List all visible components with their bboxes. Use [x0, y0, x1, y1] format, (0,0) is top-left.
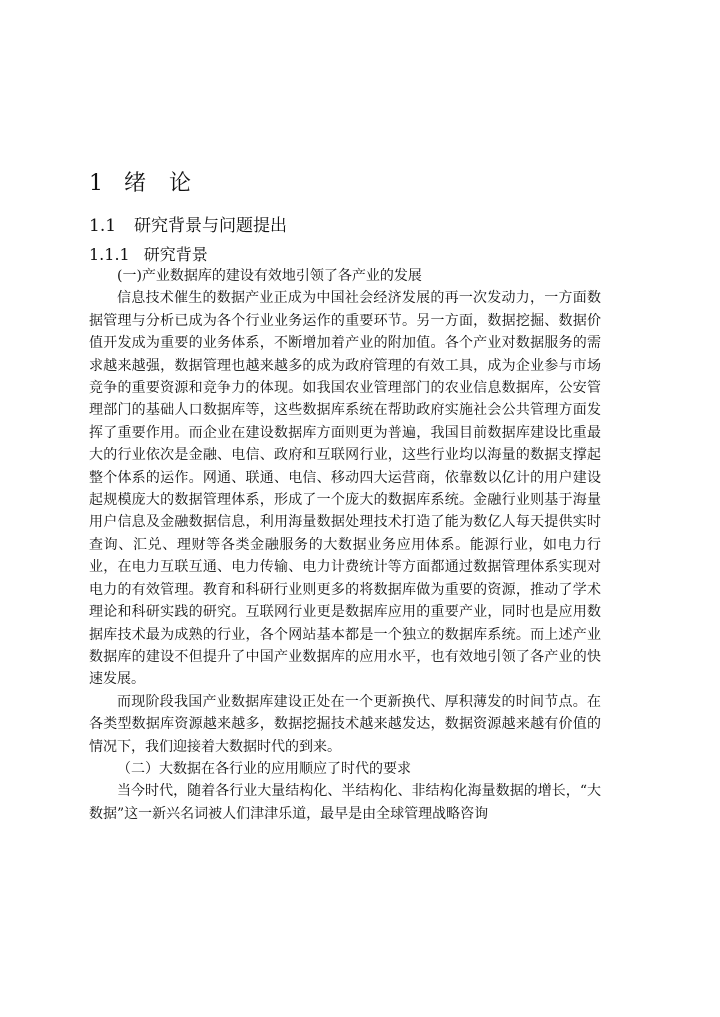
section-number: 1.1 [89, 216, 117, 236]
section-title: 研究背景与问题提出 [134, 216, 288, 236]
chapter-heading [89, 166, 199, 197]
section-heading [89, 211, 287, 236]
subsection-heading [89, 242, 208, 265]
body-text [89, 265, 601, 825]
chapter-title: 绪 论 [124, 171, 199, 196]
subheading-industry-databases: (一)产业数据库的建设有效地引领了各产业的发展 [117, 268, 422, 284]
subsection-title: 研究背景 [143, 245, 208, 264]
body-paragraph: 信息技术催生的数据产业正成为中国社会经济发展的再一次发动力，一方面数据管理与分析已成为各个行业业务运作的重要环节。另一方面，数据挖掘、数据价值开发成为重要的业务体系，不断增加着产业的附加值。各个产业对数据服务的需求越来越强，数据管理也越来越多的成为政府管理的有效工具，成为企业参与市场竞争的重要资源和竞争力的体现。如我国农业管理部门的农业信息数据库，公安管理部门的基础人口数据库等，这些数据库系统在帮助政府实施社会公共管理方面发挥了重要作用。而企业在建设数据库方面则更为普遍，我国目前数据库建设比重最大的行业依次是金融、电信、政府和互联网行业，这些行业均以海量的数据支撑起整个体系的运作。网通、联通、电信、移动四大运营商，依靠数以亿计的用户建设起规模庞大的数据管理体系，形成了一个庞大的数据库系统。金融行业则基于海量用户信息及金融数据信息，利用海量数据处理技术打造了能为数亿人每天提供实时查询、汇兑、理财等各类金融服务的大数据业务应用体系。能源行业，如电力行业，在电力互联互通、电力传输、电力计费统计等方面都通过数据管理体系实现对电力的有效管理。教育和科研行业则更多的将数据库做为重要的资源，推动了学术理论和科研实践的研究。互联网行业更是数据库应用的重要产业，同时也是应用数据库技术最为成熟的行业，各个网站基本都是一个独立的数据库系统。而上述产业数据库的建设不但提升了中国产业数据库的应用水平，也有效地引领了各产业的快速发展。 [89, 290, 601, 688]
body-paragraph: 当今时代，随着各行业大量结构化、半结构化、非结构化海量数据的增长，“大数据”这一新兴名词被人们津津乐道，最早是由全球管理战略咨询 [89, 783, 601, 822]
chapter-number: 1 [89, 171, 104, 196]
body-paragraph: 而现阶段我国产业数据库建设正处在一个更新换代、厚积薄发的时间节点。在各类型数据库资源越来越多，数据挖掘技术越来越发达，数据资源越来越有价值的情况下，我们迎接着大数据时代的到来。 [89, 693, 601, 755]
subsection-number: 1.1.1 [89, 245, 130, 264]
subheading-big-data: （二）大数据在各行业的应用顺应了时代的要求 [117, 760, 411, 777]
